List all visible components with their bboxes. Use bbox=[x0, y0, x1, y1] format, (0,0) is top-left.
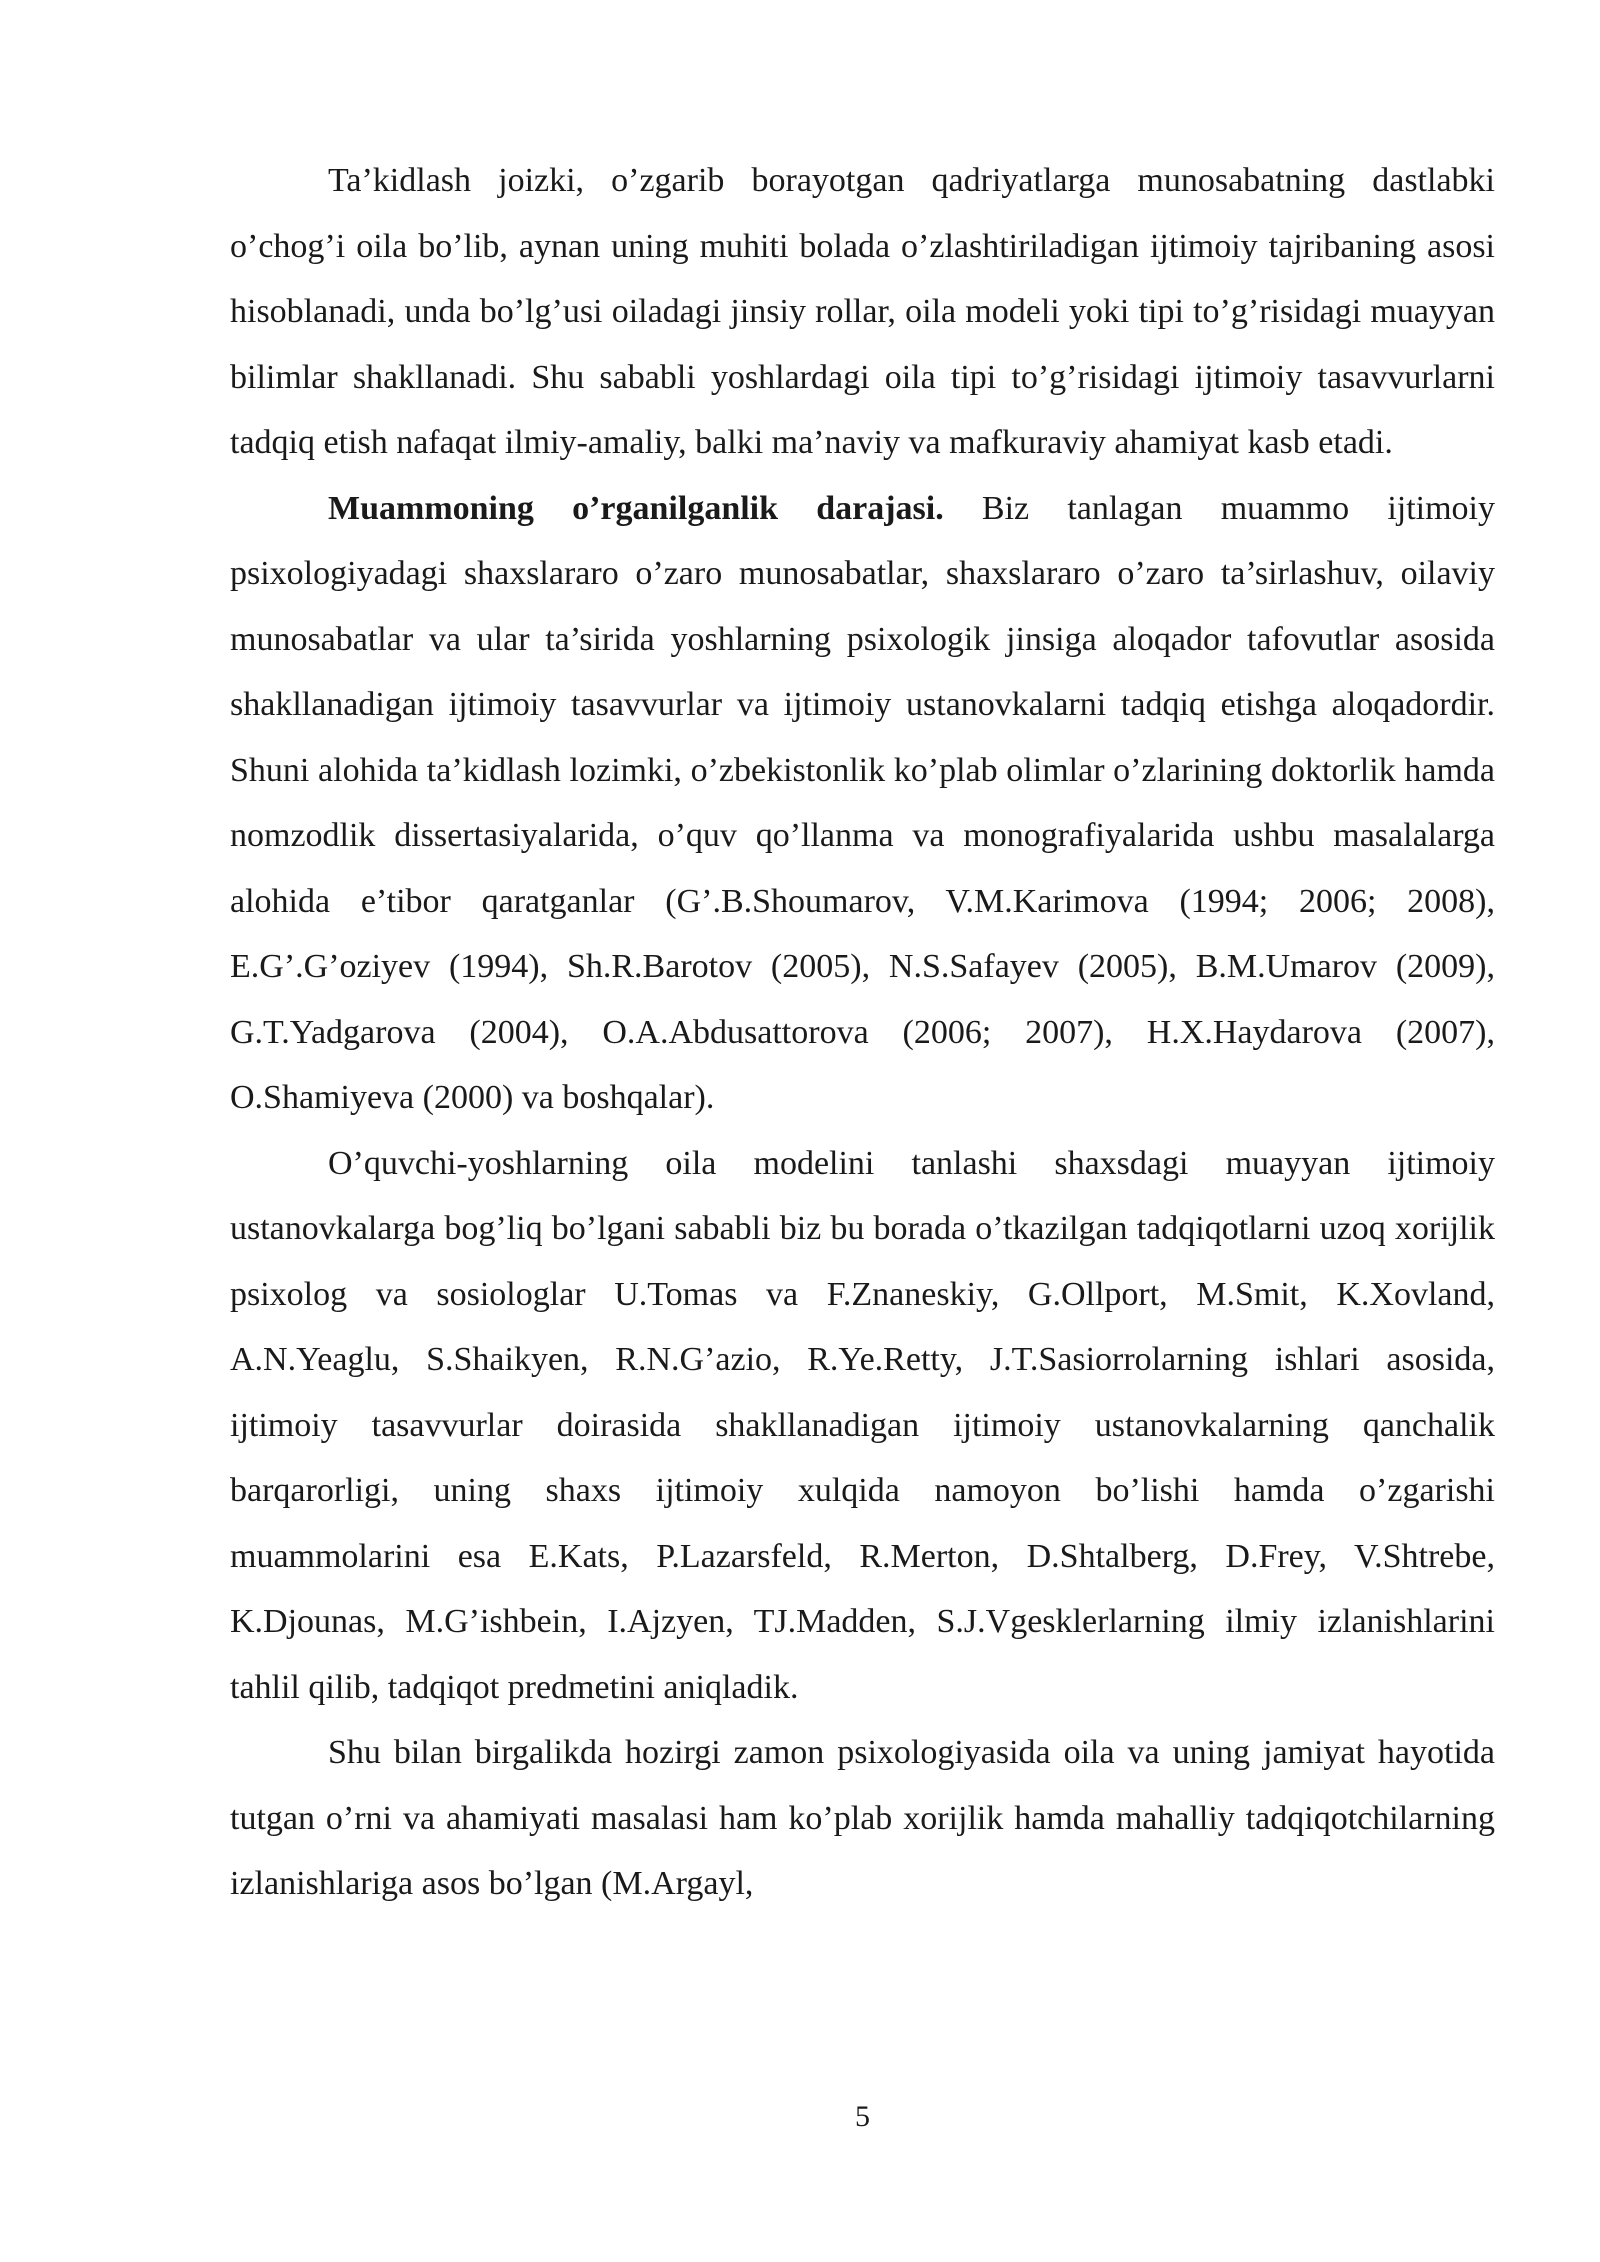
paragraph-3 bbox=[230, 1131, 1495, 1721]
paragraph-4-text: Shu bilan birgalikda hozirgi zamon psixologiyasida oila va uning jamiyat hayotida tutgan o’rni va ahamiyati masalasi ham ko’plab xorijlik hamda mahalliy tadqiqotchilarning izlanishlariga asos bo’lgan (M.Argayl, bbox=[230, 1734, 1495, 1902]
paragraph-2 bbox=[230, 476, 1495, 1131]
section-heading: Muammoning o’rganilganlik darajasi. bbox=[328, 489, 944, 527]
paragraph-1 bbox=[230, 148, 1495, 476]
paragraph-1-text: Ta’kidlash joizki, o’zgarib borayotgan qadriyatlarga munosabatning dastlabki o’chog’i oila bo’lib, aynan uning muhiti bolada o’zlashtiriladigan ijtimoiy tajribaning asosi hisoblanadi, unda bo’lg’usi oiladagi jinsiy rollar, oila modeli yoki tipi to’g’risidagi muayyan bilimlar shakllanadi. Shu sababli yoshlardagi oila tipi to’g’risidagi ijtimoiy tasavvurlarni tadqiq etish nafaqat ilmiy-amaliy, balki ma’naviy va mafkuraviy ahamiyat kasb etadi. bbox=[230, 162, 1495, 461]
body-text bbox=[230, 148, 1495, 1917]
paragraph-4 bbox=[230, 1720, 1495, 1917]
page-number: 5 bbox=[855, 2100, 870, 2133]
paragraph-2-text: Biz tanlagan muammo ijtimoiy psixologiyadagi shaxslararo o’zaro munosabatlar, shaxslararo o’zaro ta’sirlashuv, oilaviy munosabatlar va ular ta’sirida yoshlarning psixologik jinsiga aloqador tafovutlar asosida shakllanadigan ijtimoiy tasavvurlar va ijtimoiy ustanovkalarni tadqiq etishga aloqadordir. Shuni alohida ta’kidlash lozimki, o’zbekistonlik ko’plab olimlar o’zlarining doktorlik hamda nomzodlik dissertasiyalarida, o’quv qo’llanma va monografiyalarida ushbu masalalarga alohida e’tibor qaratganlar (G’.B.Shoumarov, V.M.Karimova (1994; 2006; 2008), E.G’.G’oziyev (1994), Sh.R.Barotov (2005), N.S.Safayev (2005), B.M.Umarov (2009), G.T.Yadgarova (2004), O.A.Abdusattorova (2006; 2007), H.X.Haydarova (2007), O.Shamiyeva (2000) va boshqalar). bbox=[230, 489, 1495, 1116]
paragraph-3-text: O’quvchi-yoshlarning oila modelini tanlashi shaxsdagi muayyan ijtimoiy ustanovkalarga bog’liq bo’lgani sababli biz bu borada o’tkazilgan tadqiqotlarni uzoq xorijlik psixolog va sosiologlar U.Tomas va F.Znaneskiy, G.Ollport, M.Smit, K.Xovland, A.N.Yeaglu, S.Shaikyen, R.N.G’azio, R.Ye.Retty, J.T.Sasiorrolarning ishlari asosida, ijtimoiy tasavvurlar doirasida shakllanadigan ijtimoiy ustanovkalarning qanchalik barqarorligi, uning shaxs ijtimoiy xulqida namoyon bo’lishi hamda o’zgarishi muammolarini esa E.Kats, P.Lazarsfeld, R.Merton, D.Shtalberg, D.Frey, V.Shtrebe, K.Djounas, M.G’ishbein, I.Ajzyen, TJ.Madden, S.J.Vgesklerlarning ilmiy izlanishlarini tahlil qilib, tadqiqot predmetini aniqladik. bbox=[230, 1144, 1495, 1706]
